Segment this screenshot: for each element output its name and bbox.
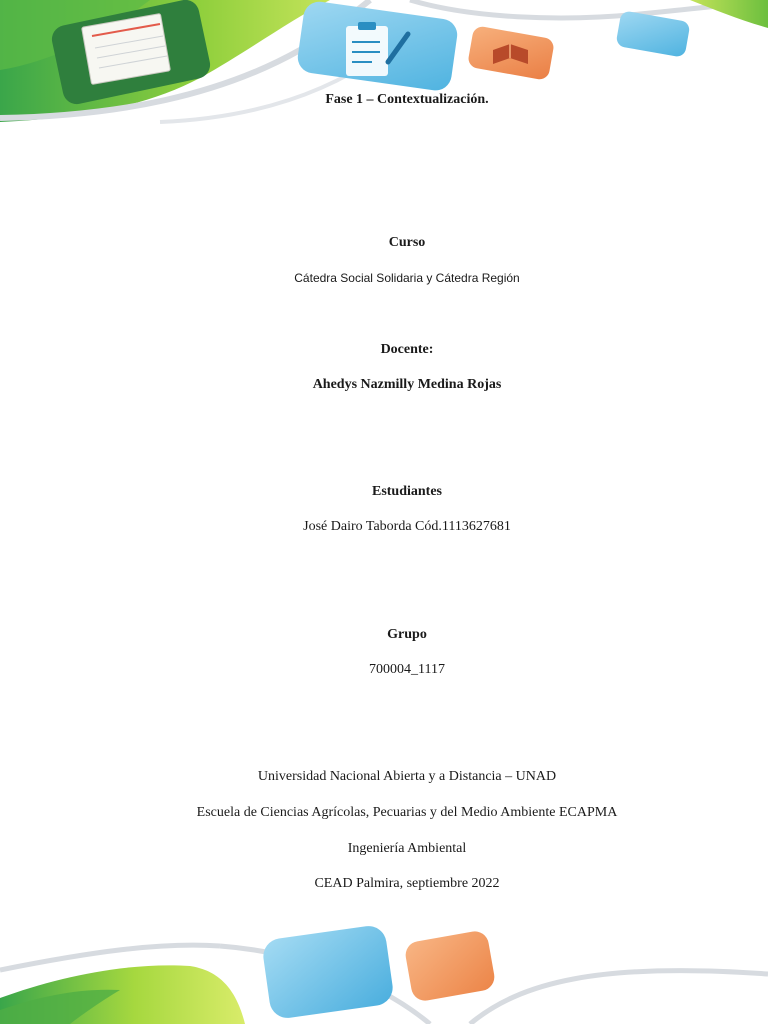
top-banner-decoration bbox=[0, 0, 768, 130]
blue-tile-decoration bbox=[615, 10, 690, 58]
program-name: Ingeniería Ambiental bbox=[347, 841, 467, 856]
location-date: CEAD Palmira, septiembre 2022 bbox=[314, 876, 500, 891]
school-name: Escuela de Ciencias Agrícolas, Pecuarias y del Medio Ambiente ECAPMA bbox=[196, 805, 618, 820]
estudiantes-label: Estudiantes bbox=[371, 484, 443, 499]
document-title: Fase 1 – Contextualización. bbox=[325, 92, 489, 107]
university-name: Universidad Nacional Abierta y a Distancia – UNAD bbox=[257, 769, 557, 784]
curso-value: Cátedra Social Solidaria y Cátedra Región bbox=[294, 271, 520, 285]
clipboard-icon bbox=[296, 0, 460, 93]
docente-value: Ahedys Nazmilly Medina Rojas bbox=[312, 377, 502, 392]
bottom-banner-decoration bbox=[0, 912, 768, 1024]
book-icon bbox=[467, 25, 555, 81]
blue-tile-bottom-decoration bbox=[261, 924, 395, 1020]
docente-label: Docente: bbox=[380, 342, 434, 357]
curso-label: Curso bbox=[388, 235, 426, 250]
grupo-value: 700004_1117 bbox=[369, 662, 445, 677]
grupo-label: Grupo bbox=[387, 627, 427, 642]
estudiante-value: José Dairo Taborda Cód.1113627681 bbox=[303, 519, 511, 534]
orange-tile-bottom-decoration bbox=[403, 929, 496, 1003]
